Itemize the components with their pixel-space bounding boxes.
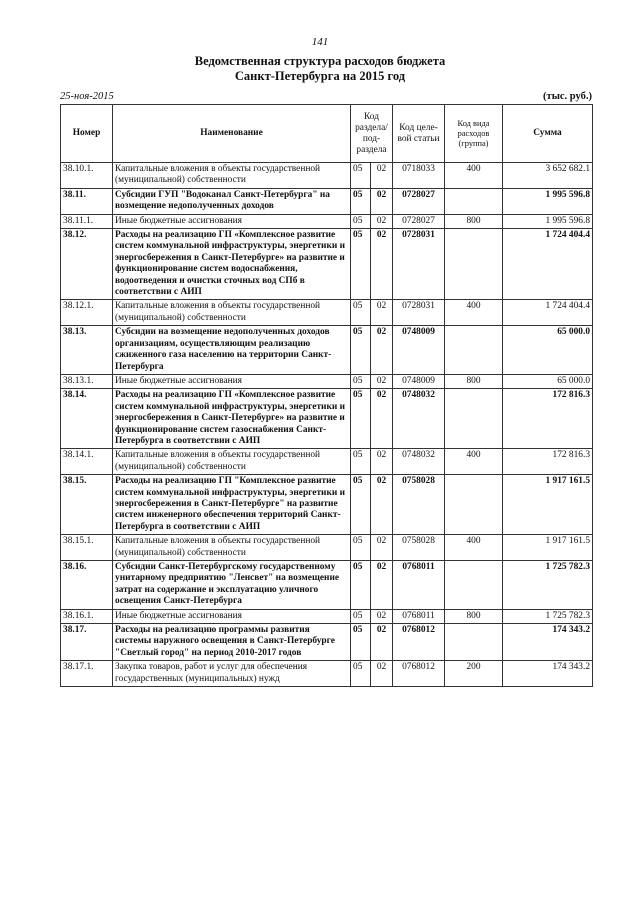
row-expense-type <box>445 229 503 300</box>
row-target-code: 0728031 <box>393 229 445 300</box>
row-subsection: 02 <box>371 188 393 214</box>
row-number: 38.12. <box>61 229 113 300</box>
row-target-code: 0748009 <box>393 374 445 388</box>
row-subsection: 02 <box>371 389 393 449</box>
row-target-code: 0748032 <box>393 389 445 449</box>
row-expense-type <box>445 624 503 661</box>
row-sum: 1 725 782.3 <box>503 561 593 610</box>
row-name: Расходы на реализацию программы развития системы наружного освещения в Санкт-Петербурге "Светлый город" на период 2010-2017 годов <box>113 624 351 661</box>
row-name: Расходы на реализацию ГП «Комплексное развитие систем коммунальной инфраструктуры, энергетики и энергосбережения в Санкт-Петербурге» на развитие и функционирование систем водоснабжения, водоотведения и очистки сточных вод СПб в соответствии с АИП <box>113 229 351 300</box>
row-name: Иные бюджетные ассигнования <box>113 214 351 228</box>
table-row <box>61 609 593 623</box>
table-row <box>61 300 593 326</box>
row-expense-type <box>445 475 503 535</box>
page-number: 141 <box>311 36 329 48</box>
row-target-code: 0768011 <box>393 561 445 610</box>
table-row <box>61 561 593 610</box>
table-header-row <box>61 105 593 163</box>
table-row <box>61 449 593 475</box>
table-row <box>61 374 593 388</box>
row-name: Закупка товаров, работ и услуг для обеспечения государственных (муниципальных) нужд <box>113 661 351 687</box>
header-target: Код целе- вой статьи <box>393 105 445 163</box>
row-section: 05 <box>351 188 371 214</box>
row-sum: 1 995 596.8 <box>503 214 593 228</box>
row-section: 05 <box>351 214 371 228</box>
header-number: Номер <box>61 105 113 163</box>
row-subsection: 02 <box>371 609 393 623</box>
row-name: Капитальные вложения в объекты государственной (муниципальной) собственности <box>113 535 351 561</box>
row-expense-type: 400 <box>445 163 503 189</box>
header-type: Код вида расходов (группа) <box>445 105 503 163</box>
row-expense-type: 800 <box>445 374 503 388</box>
row-sum: 65 000.0 <box>503 374 593 388</box>
row-number: 38.12.1. <box>61 300 113 326</box>
row-sum: 1 917 161.5 <box>503 475 593 535</box>
row-section: 05 <box>351 661 371 687</box>
row-number: 38.14.1. <box>61 449 113 475</box>
row-target-code: 0768012 <box>393 624 445 661</box>
title-line-1: Ведомственная структура расходов бюджета <box>194 54 446 68</box>
row-sum: 3 652 682.1 <box>503 163 593 189</box>
row-number: 38.16. <box>61 561 113 610</box>
row-section: 05 <box>351 374 371 388</box>
row-subsection: 02 <box>371 624 393 661</box>
row-sum: 1 917 161.5 <box>503 535 593 561</box>
row-name: Капитальные вложения в объекты государственной (муниципальной) собственности <box>113 163 351 189</box>
row-sum: 1 724 404.4 <box>503 300 593 326</box>
row-number: 38.10.1. <box>61 163 113 189</box>
row-sum: 174 343.2 <box>503 661 593 687</box>
title-line-2: Санкт-Петербурга на 2015 год <box>234 69 406 83</box>
row-name: Субсидии на возмещение недополученных доходов организациям, осуществляющим реализацию сжиженного газа населению на территории Санкт-Петербурга <box>113 326 351 375</box>
row-section: 05 <box>351 389 371 449</box>
row-section: 05 <box>351 624 371 661</box>
row-section: 05 <box>351 163 371 189</box>
budget-table <box>60 104 593 687</box>
row-sum: 1 725 782.3 <box>503 609 593 623</box>
units-label: (тыс. руб.) <box>543 91 592 102</box>
row-expense-type: 800 <box>445 214 503 228</box>
row-target-code: 0718033 <box>393 163 445 189</box>
row-subsection: 02 <box>371 300 393 326</box>
row-expense-type <box>445 188 503 214</box>
row-sum: 172 816.3 <box>503 449 593 475</box>
row-name: Капитальные вложения в объекты государственной (муниципальной) собственности <box>113 300 351 326</box>
row-number: 38.15.1. <box>61 535 113 561</box>
row-name: Капитальные вложения в объекты государственной (муниципальной) собственности <box>113 449 351 475</box>
row-sum: 174 343.2 <box>503 624 593 661</box>
row-expense-type <box>445 326 503 375</box>
row-target-code: 0758028 <box>393 475 445 535</box>
row-target-code: 0768012 <box>393 661 445 687</box>
row-section: 05 <box>351 300 371 326</box>
row-expense-type: 400 <box>445 300 503 326</box>
row-section: 05 <box>351 229 371 300</box>
row-subsection: 02 <box>371 214 393 228</box>
row-target-code: 0748032 <box>393 449 445 475</box>
table-row <box>61 624 593 661</box>
row-number: 38.13. <box>61 326 113 375</box>
row-name: Иные бюджетные ассигнования <box>113 374 351 388</box>
row-number: 38.16.1. <box>61 609 113 623</box>
row-target-code: 0768011 <box>393 609 445 623</box>
row-number: 38.17.1. <box>61 661 113 687</box>
row-section: 05 <box>351 326 371 375</box>
row-name: Расходы на реализацию ГП "Комплексное развитие систем коммунальной инфраструктуры, энергетики и энергосбережения в Санкт-Петербурге" на развитие систем инженерного обеспечения территорий Санкт-Петербурга в соответствии с АИП <box>113 475 351 535</box>
table-row <box>61 163 593 189</box>
row-number: 38.11.1. <box>61 214 113 228</box>
table-row <box>61 188 593 214</box>
row-subsection: 02 <box>371 475 393 535</box>
table-row <box>61 475 593 535</box>
row-target-code: 0728031 <box>393 300 445 326</box>
row-subsection: 02 <box>371 229 393 300</box>
row-name: Расходы на реализацию ГП «Комплексное развитие систем коммунальной инфраструктуры, энергетики и энергосбережения в Санкт-Петербурге» на развитие и функционирование систем газоснабжения Санкт-Петербурга в соответствии с АИП <box>113 389 351 449</box>
row-name: Субсидии Санкт-Петербургскому государственному унитарному предприятию "Ленсвет" на возмещение затрат на содержание и эксплуатацию уличного освещения Санкт-Петербурга <box>113 561 351 610</box>
row-target-code: 0728027 <box>393 188 445 214</box>
row-subsection: 02 <box>371 374 393 388</box>
row-target-code: 0748009 <box>393 326 445 375</box>
row-target-code: 0758028 <box>393 535 445 561</box>
report-date: 25-ноя-2015 <box>60 91 114 102</box>
row-expense-type <box>445 561 503 610</box>
row-number: 38.14. <box>61 389 113 449</box>
table-row <box>61 389 593 449</box>
row-subsection: 02 <box>371 661 393 687</box>
row-name: Субсидии ГУП "Водоканал Санкт-Петербурга" на возмещение недополученных доходов <box>113 188 351 214</box>
row-expense-type <box>445 389 503 449</box>
table-row <box>61 535 593 561</box>
row-subsection: 02 <box>371 561 393 610</box>
row-number: 38.15. <box>61 475 113 535</box>
table-row <box>61 229 593 300</box>
row-subsection: 02 <box>371 326 393 375</box>
row-section: 05 <box>351 475 371 535</box>
row-expense-type: 200 <box>445 661 503 687</box>
header-name: Наименование <box>113 105 351 163</box>
row-number: 38.11. <box>61 188 113 214</box>
row-expense-type: 800 <box>445 609 503 623</box>
row-name: Иные бюджетные ассигнования <box>113 609 351 623</box>
table-row <box>61 214 593 228</box>
table-row <box>61 326 593 375</box>
table-row <box>61 661 593 687</box>
header-section: Код раздела/ под- раздела <box>351 105 393 163</box>
row-subsection: 02 <box>371 449 393 475</box>
row-number: 38.17. <box>61 624 113 661</box>
row-subsection: 02 <box>371 163 393 189</box>
row-subsection: 02 <box>371 535 393 561</box>
row-sum: 172 816.3 <box>503 389 593 449</box>
row-sum: 65 000.0 <box>503 326 593 375</box>
row-number: 38.13.1. <box>61 374 113 388</box>
row-expense-type: 400 <box>445 535 503 561</box>
page-title <box>0 54 640 84</box>
row-target-code: 0728027 <box>393 214 445 228</box>
row-section: 05 <box>351 449 371 475</box>
row-section: 05 <box>351 535 371 561</box>
header-sum: Сумма <box>503 105 593 163</box>
row-section: 05 <box>351 561 371 610</box>
row-expense-type: 400 <box>445 449 503 475</box>
row-section: 05 <box>351 609 371 623</box>
row-sum: 1 995 596.8 <box>503 188 593 214</box>
row-sum: 1 724 404.4 <box>503 229 593 300</box>
